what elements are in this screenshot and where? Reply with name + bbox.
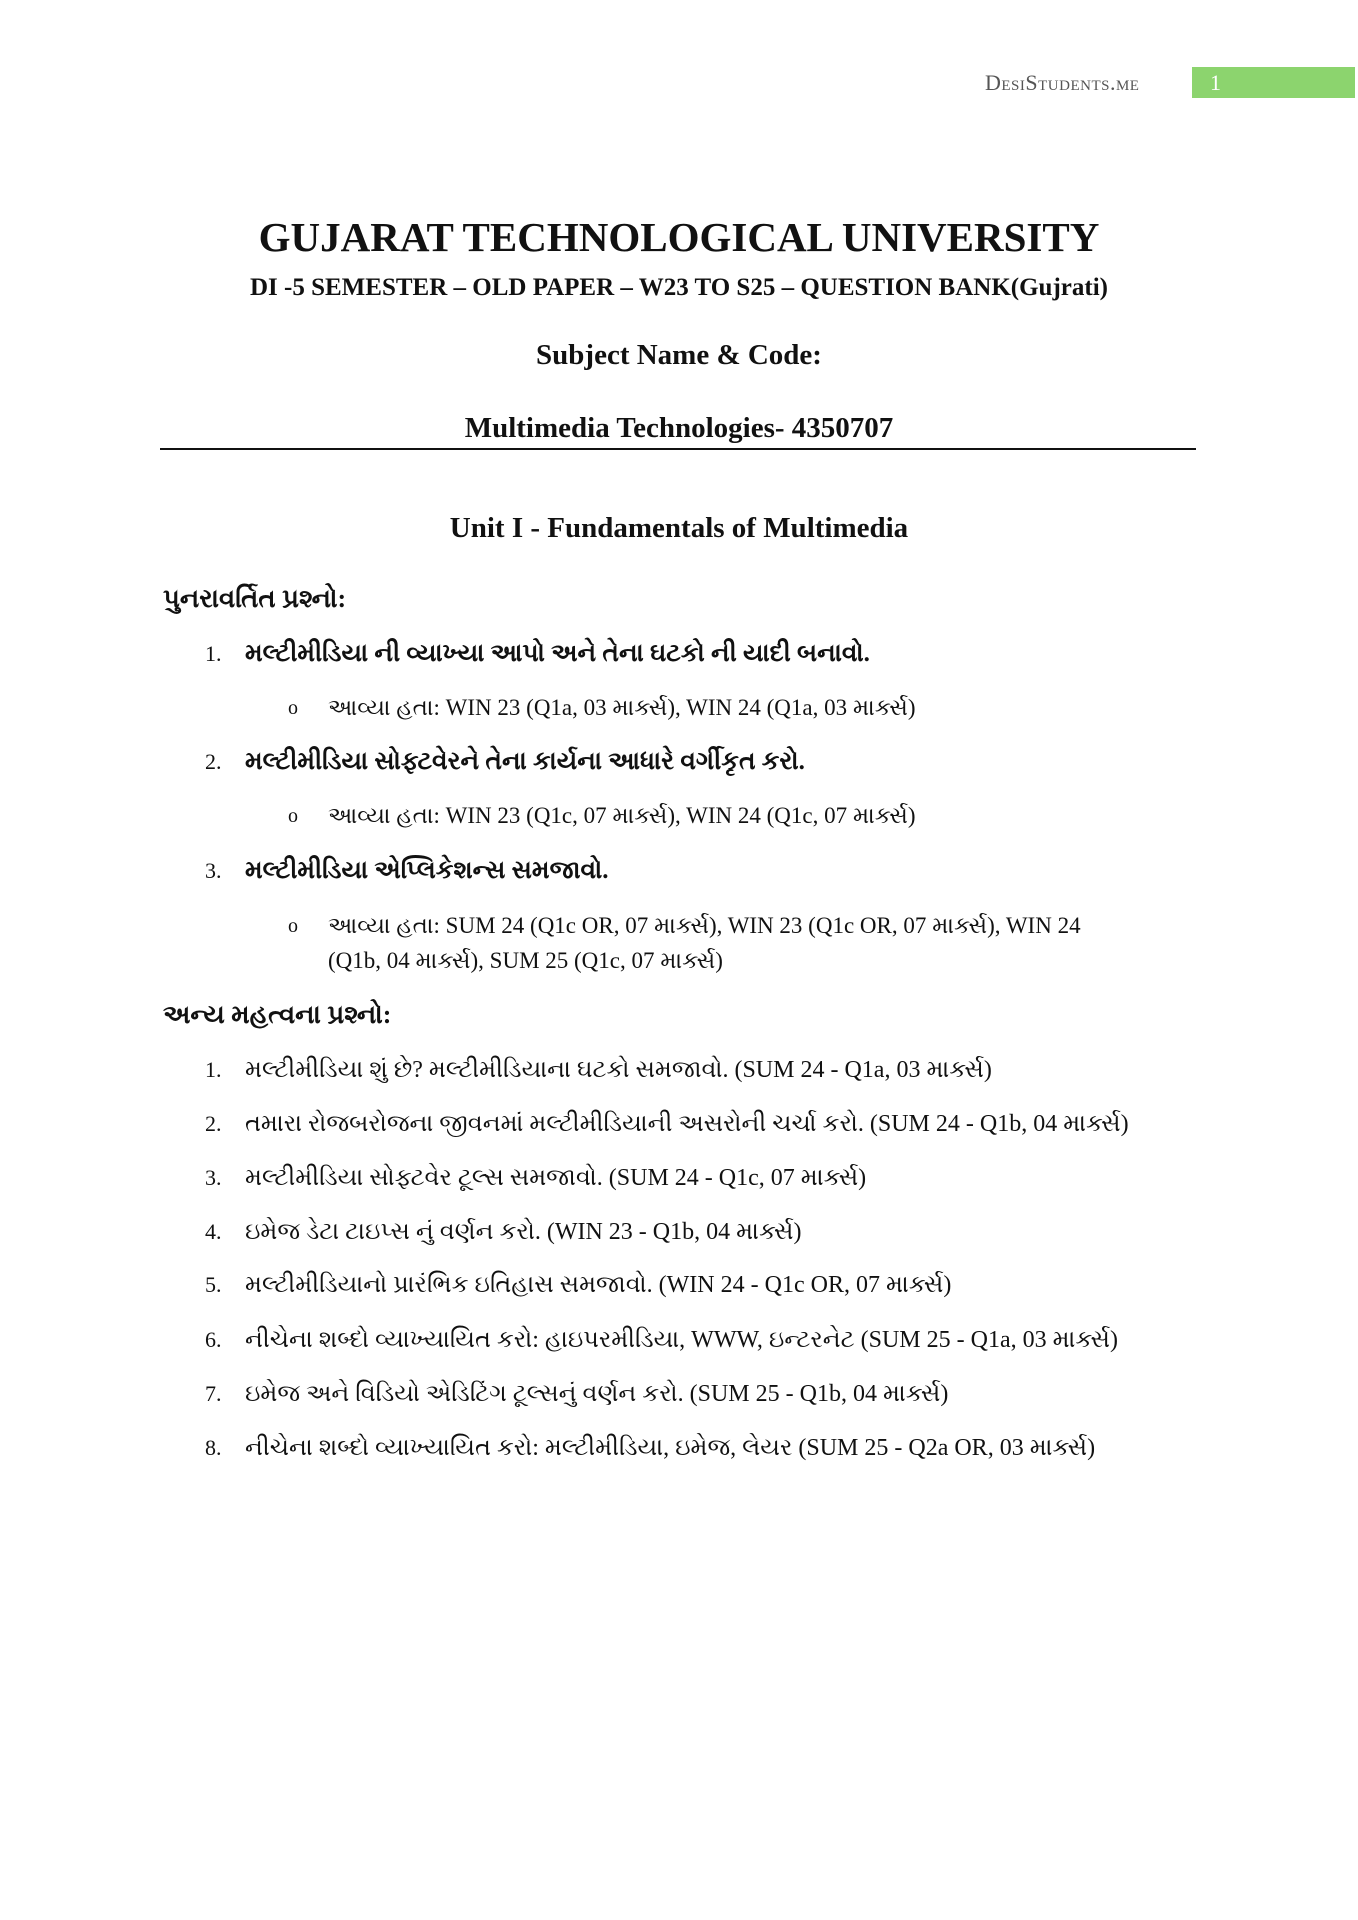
- bullet-icon: o: [288, 805, 298, 827]
- repeated-question: મલ્ટીમીડિયા એપ્લિકેશન્સ સમજાવો.: [245, 857, 609, 884]
- list-number: 1.: [205, 1057, 222, 1082]
- site-brand: DesiStudents.me: [985, 70, 1140, 95]
- bullet-icon: o: [288, 697, 298, 719]
- other-question: ઇમેજ ડેટા ટાઇપ્સ નું વર્ણન કરો. (WIN 23 - Q1b, 04 માર્ક્સ): [245, 1219, 802, 1245]
- repeated-questions-heading: પુનરાવર્તિત પ્રશ્નો:: [163, 584, 347, 613]
- other-question: ઇમેજ અને વિડિયો એડિટિંગ ટૂલ્સનું વર્ણન કરો. (SUM 25 - Q1b, 04 માર્ક્સ): [245, 1381, 949, 1407]
- asked-in: આવ્યા હતા: WIN 23 (Q1a, 03 માર્ક્સ), WIN 24 (Q1a, 03 માર્ક્સ): [328, 695, 916, 720]
- list-number: 2.: [205, 1111, 222, 1136]
- list-number: 1.: [205, 641, 222, 666]
- repeated-question: મલ્ટીમીડિયા ની વ્યાખ્યા આપો અને તેના ઘટકો ની યાદી બનાવો.: [245, 640, 870, 667]
- other-question: મલ્ટીમીડિયા શું છે? મલ્ટીમીડિયાના ઘટકો સમજાવો. (SUM 24 - Q1a, 03 માર્ક્સ): [245, 1057, 992, 1083]
- list-number: 2.: [205, 749, 222, 774]
- list-number: 7.: [205, 1381, 222, 1406]
- asked-in: આવ્યા હતા: SUM 24 (Q1c OR, 07 માર્ક્સ), WIN 23 (Q1c OR, 07 માર્ક્સ), WIN 24: [328, 913, 1081, 938]
- other-question: તમારા રોજબરોજના જીવનમાં મલ્ટીમીડિયાની અસરોની ચર્ચા કરો. (SUM 24 - Q1b, 04 માર્ક્સ): [245, 1111, 1129, 1137]
- list-number: 5.: [205, 1272, 222, 1297]
- list-number: 3.: [205, 1165, 222, 1190]
- asked-in-continued: (Q1b, 04 માર્ક્સ), SUM 25 (Q1c, 07 માર્ક્સ): [328, 948, 723, 973]
- subject-label: Subject Name & Code:: [536, 339, 822, 371]
- other-questions-heading: અન્ય મહત્વના પ્રશ્નો:: [163, 1000, 392, 1029]
- subject-name-code: Multimedia Technologies- 4350707: [464, 412, 894, 444]
- other-question: નીચેના શબ્દો વ્યાખ્યાયિત કરો: મલ્ટીમીડિયા, ઇમેજ, લેયર (SUM 25 - Q2a OR, 03 માર્ક્સ): [245, 1435, 1096, 1461]
- other-question: મલ્ટીમીડિયાનો પ્રારંભિક ઇતિહાસ સમજાવો. (WIN 24 - Q1c OR, 07 માર્ક્સ): [245, 1272, 952, 1298]
- bullet-icon: o: [288, 915, 298, 937]
- asked-in: આવ્યા હતા: WIN 23 (Q1c, 07 માર્ક્સ), WIN 24 (Q1c, 07 માર્ક્સ): [328, 803, 916, 828]
- other-question: નીચેના શબ્દો વ્યાખ્યાયિત કરો: હાઇપરમીડિયા, WWW, ઇન્ટરનેટ (SUM 25 - Q1a, 03 માર્ક્સ): [245, 1327, 1118, 1353]
- list-number: 8.: [205, 1435, 222, 1460]
- document-subtitle: DI -5 SEMESTER – OLD PAPER – W23 TO S25 – QUESTION BANK(Gujrati): [250, 274, 1108, 301]
- list-number: 4.: [205, 1219, 222, 1244]
- unit-heading: Unit I - Fundamentals of Multimedia: [449, 512, 909, 544]
- other-question: મલ્ટીમીડિયા સોફ્ટવેર ટૂલ્સ સમજાવો. (SUM 24 - Q1c, 07 માર્ક્સ): [245, 1165, 867, 1191]
- page-number-box: [1192, 67, 1355, 98]
- list-number: 6.: [205, 1327, 222, 1352]
- list-number: 3.: [205, 858, 222, 883]
- repeated-question: મલ્ટીમીડિયા સોફ્ટવેરને તેના કાર્યના આધારે વર્ગીકૃત કરો.: [245, 748, 805, 775]
- divider: [160, 448, 1196, 450]
- document-title: GUJARAT TECHNOLOGICAL UNIVERSITY: [258, 214, 1100, 260]
- page-number: 1: [1210, 70, 1221, 95]
